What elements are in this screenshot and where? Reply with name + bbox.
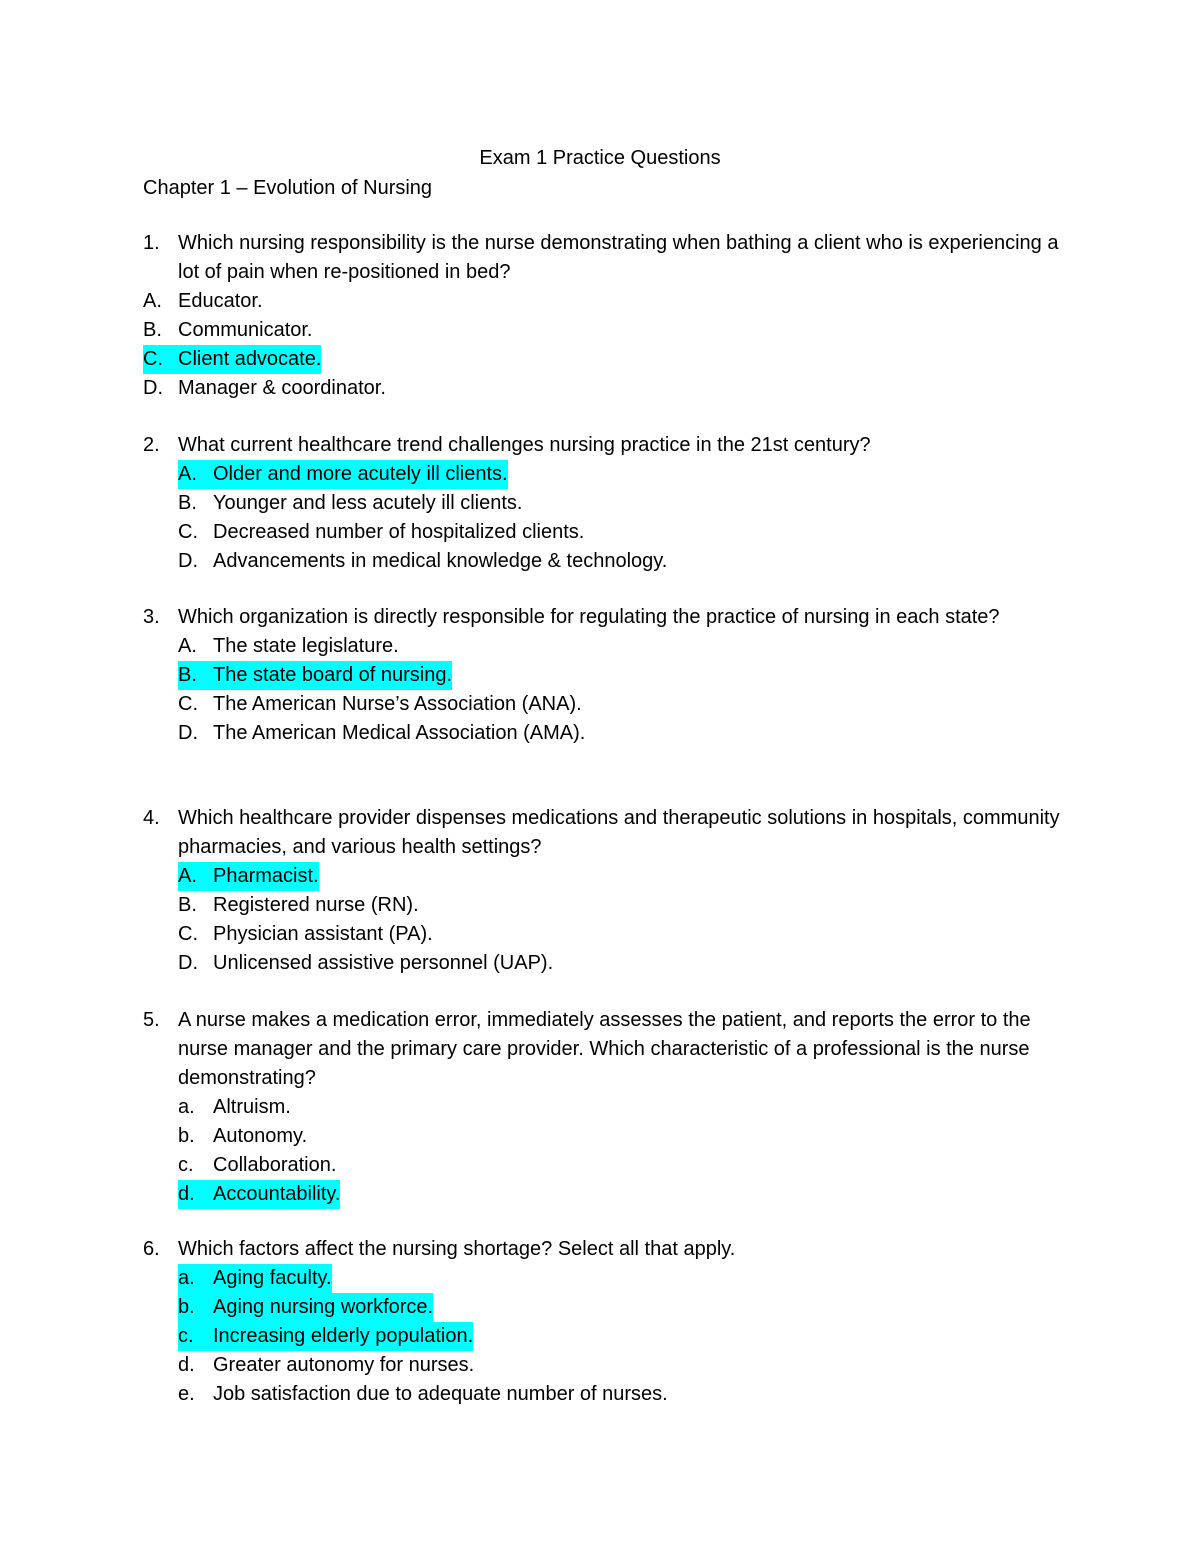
option-letter: C. [143, 348, 163, 370]
answer-highlight [178, 1180, 340, 1209]
answer-option-correct [143, 345, 1063, 374]
option-letter: D. [143, 377, 163, 399]
option-letter: e. [178, 1383, 195, 1405]
option-text: Aging nursing workforce. [213, 1296, 434, 1318]
option-letter: C. [178, 923, 198, 945]
chapter-heading: Chapter 1 – Evolution of Nursing [143, 177, 433, 199]
answer-option [178, 690, 1063, 719]
answer-option-correct [178, 1322, 1063, 1351]
answer-highlight [178, 862, 319, 891]
option-text: Registered nurse (RN). [213, 894, 419, 916]
answer-option [178, 518, 1063, 547]
option-text: Advancements in medical knowledge & technology. [213, 550, 668, 572]
option-letter: A. [143, 290, 162, 312]
question-number: 1. [143, 232, 160, 254]
option-text: The American Medical Association (AMA). [213, 722, 586, 744]
question-stem [143, 1006, 1063, 1093]
answer-highlight [178, 1293, 433, 1322]
option-letter: d. [178, 1354, 195, 1376]
option-letter: b. [178, 1125, 195, 1147]
answer-option [178, 1380, 1063, 1409]
question-text: Which organization is directly responsible for regulating the practice of nursing in each state? [178, 606, 1000, 628]
answer-option [178, 1351, 1063, 1380]
answer-option-correct [178, 1293, 1063, 1322]
option-letter: a. [178, 1267, 195, 1289]
option-text: Collaboration. [213, 1154, 337, 1176]
answer-highlight [143, 345, 321, 374]
option-text: Educator. [178, 290, 263, 312]
option-letter: C. [178, 693, 198, 715]
option-text: Decreased number of hospitalized clients. [213, 521, 585, 543]
answer-option [178, 891, 1063, 920]
option-text: Unlicensed assistive personnel (UAP). [213, 952, 554, 974]
question-stem [143, 229, 1063, 287]
option-letter: D. [178, 952, 198, 974]
option-letter: A. [178, 865, 197, 887]
option-text: Accountability. [213, 1183, 341, 1205]
question-stem [143, 1235, 1063, 1264]
answer-highlight [178, 460, 508, 489]
answer-highlight [178, 1322, 473, 1351]
answer-option [178, 1122, 1063, 1151]
option-letter: D. [178, 722, 198, 744]
question-number: 4. [143, 807, 160, 829]
option-text: Older and more acutely ill clients. [213, 463, 508, 485]
option-letter: D. [178, 550, 198, 572]
question-stem [143, 431, 1063, 460]
question-number: 3. [143, 606, 160, 628]
option-letter: B. [178, 492, 197, 514]
option-text: Client advocate. [178, 348, 322, 370]
option-letter: b. [178, 1296, 195, 1318]
answer-option [178, 1093, 1063, 1122]
question-4 [143, 804, 1063, 978]
answer-option-correct [178, 862, 1063, 891]
option-text: Job satisfaction due to adequate number of nurses. [213, 1383, 668, 1405]
answer-option [143, 316, 1063, 345]
option-text: The American Nurse’s Association (ANA). [213, 693, 582, 715]
option-text: Pharmacist. [213, 865, 319, 887]
answer-option-correct [178, 1264, 1063, 1293]
question-3 [143, 603, 1063, 748]
option-letter: B. [143, 319, 162, 341]
document-title: Exam 1 Practice Questions [479, 147, 721, 169]
answer-option-correct [178, 460, 1063, 489]
question-text: A nurse makes a medication error, immediately assesses the patient, and reports the error to the nurse manager and the primary care provider. Which characteristic of a professional is the nurse demonstrating? [178, 1009, 1031, 1089]
option-text: Increasing elderly population. [213, 1325, 474, 1347]
answer-option-correct [178, 661, 1063, 690]
option-text: Autonomy. [213, 1125, 308, 1147]
question-text: Which healthcare provider dispenses medications and therapeutic solutions in hospitals, community pharmacies, and various health settings? [178, 807, 1060, 858]
question-stem [143, 804, 1063, 862]
answer-option [178, 632, 1063, 661]
answer-option-correct [178, 1180, 1063, 1209]
answer-highlight [178, 661, 452, 690]
answer-option [178, 547, 1063, 576]
question-stem [143, 603, 1063, 632]
answer-highlight [178, 1264, 332, 1293]
option-letter: A. [178, 463, 197, 485]
answer-option [178, 719, 1063, 748]
option-text: Physician assistant (PA). [213, 923, 433, 945]
answer-option [143, 287, 1063, 316]
option-text: Aging faculty. [213, 1267, 332, 1289]
question-1 [143, 229, 1063, 403]
question-text: Which factors affect the nursing shortage? Select all that apply. [178, 1238, 736, 1260]
question-number: 5. [143, 1009, 160, 1031]
question-5 [143, 1006, 1063, 1209]
question-2 [143, 431, 1063, 576]
option-text: Altruism. [213, 1096, 291, 1118]
answer-option [178, 949, 1063, 978]
answer-option [178, 920, 1063, 949]
option-letter: B. [178, 894, 197, 916]
option-letter: A. [178, 635, 197, 657]
answer-option [178, 489, 1063, 518]
option-text: The state board of nursing. [213, 664, 453, 686]
question-text: Which nursing responsibility is the nurse demonstrating when bathing a client who is experiencing a lot of pain when re-positioned in bed? [178, 232, 1059, 283]
question-number: 6. [143, 1238, 160, 1260]
option-text: The state legislature. [213, 635, 399, 657]
option-letter: d. [178, 1183, 195, 1205]
option-letter: C. [178, 521, 198, 543]
option-letter: B. [178, 664, 197, 686]
option-text: Communicator. [178, 319, 313, 341]
option-letter: a. [178, 1096, 195, 1118]
option-text: Manager & coordinator. [178, 377, 386, 399]
option-text: Greater autonomy for nurses. [213, 1354, 475, 1376]
question-number: 2. [143, 434, 160, 456]
option-letter: c. [178, 1154, 194, 1176]
answer-option [178, 1151, 1063, 1180]
answer-option [143, 374, 1063, 403]
option-text: Younger and less acutely ill clients. [213, 492, 523, 514]
question-text: What current healthcare trend challenges nursing practice in the 21st century? [178, 434, 871, 456]
option-letter: c. [178, 1325, 194, 1347]
question-6 [143, 1235, 1063, 1409]
